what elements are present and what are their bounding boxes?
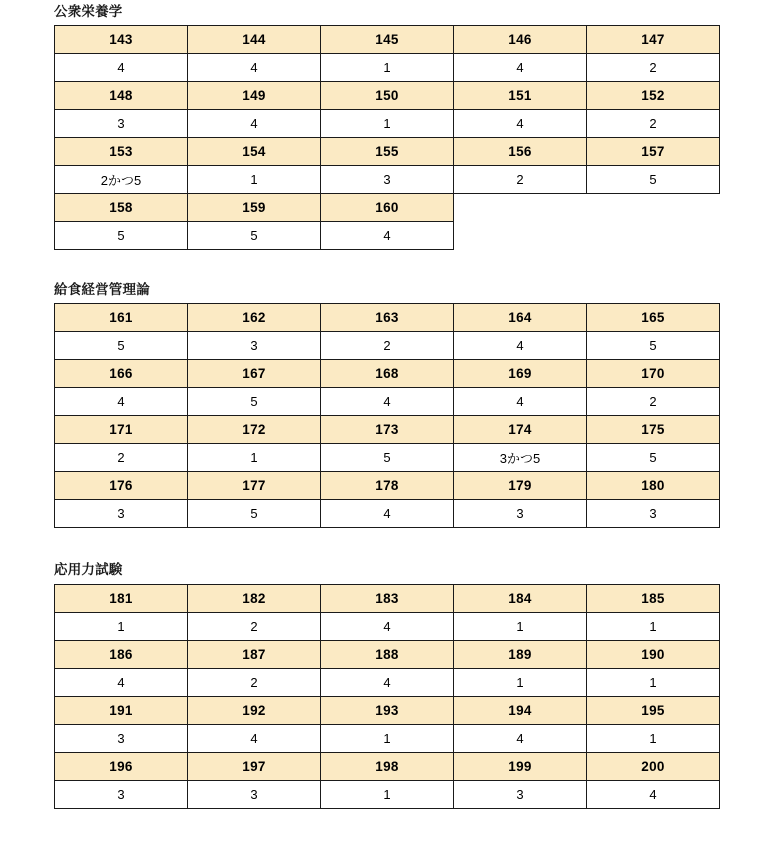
question-number-cell: 165: [587, 304, 720, 332]
answer-row: [55, 612, 720, 640]
question-number-cell: 145: [321, 26, 454, 54]
question-number-cell: 189: [454, 640, 587, 668]
answer-row: [55, 388, 720, 416]
question-number-cell: 191: [55, 696, 188, 724]
answer-key-table: [54, 303, 720, 528]
question-number-cell: 182: [188, 584, 321, 612]
answer-cell: 3: [587, 500, 720, 528]
question-number-cell: 150: [321, 82, 454, 110]
answer-cell: 3: [454, 780, 587, 808]
answer-row: [55, 780, 720, 808]
answer-cell: 3かつ5: [454, 444, 587, 472]
answer-cell: 4: [321, 222, 454, 250]
empty-cell: [587, 222, 720, 250]
answer-cell: 5: [587, 332, 720, 360]
answer-cell: 3: [55, 724, 188, 752]
answer-key-table: [54, 584, 720, 809]
answer-cell: 1: [321, 780, 454, 808]
question-number-cell: 186: [55, 640, 188, 668]
answer-cell: 1: [454, 612, 587, 640]
answer-cell: 2: [454, 166, 587, 194]
answer-cell: 4: [454, 54, 587, 82]
section-title: 応用力試験: [54, 562, 123, 578]
answer-cell: 4: [587, 780, 720, 808]
question-number-cell: 173: [321, 416, 454, 444]
answer-cell: 1: [188, 444, 321, 472]
answer-row: [55, 332, 720, 360]
empty-cell: [454, 194, 587, 222]
question-number-cell: 159: [188, 194, 321, 222]
question-number-cell: 154: [188, 138, 321, 166]
answer-cell: 5: [321, 444, 454, 472]
sections-container: [0, 4, 760, 809]
answer-cell: 1: [321, 724, 454, 752]
question-number-cell: 144: [188, 26, 321, 54]
question-number-cell: 164: [454, 304, 587, 332]
question-number-cell: 185: [587, 584, 720, 612]
answer-cell: 2: [55, 444, 188, 472]
question-number-cell: 167: [188, 360, 321, 388]
answer-cell: 2: [587, 388, 720, 416]
answer-row: [55, 724, 720, 752]
question-number-cell: 176: [55, 472, 188, 500]
answer-cell: 5: [55, 222, 188, 250]
answer-key-table: [54, 25, 720, 250]
answer-cell: 1: [587, 612, 720, 640]
answer-cell: 3: [454, 500, 587, 528]
answer-cell: 2: [188, 668, 321, 696]
question-number-cell: 195: [587, 696, 720, 724]
question-number-row: [55, 360, 720, 388]
question-number-cell: 190: [587, 640, 720, 668]
question-number-cell: 199: [454, 752, 587, 780]
question-number-cell: 180: [587, 472, 720, 500]
question-number-cell: 143: [55, 26, 188, 54]
question-number-cell: 174: [454, 416, 587, 444]
answer-cell: 3: [188, 780, 321, 808]
question-number-cell: 147: [587, 26, 720, 54]
question-number-cell: 178: [321, 472, 454, 500]
answer-row: [55, 222, 720, 250]
answer-cell: 2: [587, 54, 720, 82]
question-number-cell: 172: [188, 416, 321, 444]
question-number-cell: 166: [55, 360, 188, 388]
question-number-cell: 151: [454, 82, 587, 110]
question-number-row: [55, 304, 720, 332]
answer-cell: 4: [55, 388, 188, 416]
answer-cell: 5: [188, 222, 321, 250]
answer-row: [55, 166, 720, 194]
question-number-cell: 158: [55, 194, 188, 222]
answer-cell: 4: [454, 388, 587, 416]
question-number-cell: 193: [321, 696, 454, 724]
question-number-row: [55, 138, 720, 166]
question-number-cell: 169: [454, 360, 587, 388]
question-number-cell: 198: [321, 752, 454, 780]
section-gap: [0, 528, 760, 562]
empty-cell: [587, 194, 720, 222]
question-number-cell: 149: [188, 82, 321, 110]
answer-cell: 4: [454, 110, 587, 138]
answer-cell: 5: [587, 166, 720, 194]
question-number-cell: 160: [321, 194, 454, 222]
question-number-cell: 177: [188, 472, 321, 500]
question-number-cell: 152: [587, 82, 720, 110]
answer-cell: 3: [55, 110, 188, 138]
question-number-row: [55, 416, 720, 444]
question-number-row: [55, 584, 720, 612]
question-number-cell: 155: [321, 138, 454, 166]
answer-row: [55, 54, 720, 82]
question-number-cell: 181: [55, 584, 188, 612]
question-number-row: [55, 82, 720, 110]
answer-cell: 1: [321, 110, 454, 138]
answer-cell: 4: [55, 668, 188, 696]
answer-cell: 4: [321, 612, 454, 640]
answer-cell: 4: [55, 54, 188, 82]
question-number-row: [55, 696, 720, 724]
answer-cell: 1: [587, 724, 720, 752]
answer-cell: 4: [188, 724, 321, 752]
answer-cell: 1: [55, 612, 188, 640]
answer-row: [55, 110, 720, 138]
answer-cell: 4: [454, 724, 587, 752]
answer-cell: 2: [321, 332, 454, 360]
answer-cell: 3: [55, 780, 188, 808]
question-number-cell: 171: [55, 416, 188, 444]
question-number-row: [55, 472, 720, 500]
question-number-cell: 148: [55, 82, 188, 110]
answer-cell: 5: [587, 444, 720, 472]
question-number-cell: 170: [587, 360, 720, 388]
answer-row: [55, 668, 720, 696]
question-number-row: [55, 26, 720, 54]
answer-cell: 2: [188, 612, 321, 640]
answer-cell: 3: [321, 166, 454, 194]
answer-row: [55, 444, 720, 472]
question-number-cell: 196: [55, 752, 188, 780]
question-number-row: [55, 752, 720, 780]
answer-cell: 2: [587, 110, 720, 138]
question-number-cell: 163: [321, 304, 454, 332]
question-number-cell: 156: [454, 138, 587, 166]
empty-cell: [454, 222, 587, 250]
question-number-row: [55, 640, 720, 668]
answer-cell: 5: [188, 388, 321, 416]
answer-cell: 1: [454, 668, 587, 696]
answer-cell: 4: [188, 110, 321, 138]
answer-cell: 5: [188, 500, 321, 528]
question-number-cell: 161: [55, 304, 188, 332]
subject-section: [0, 562, 760, 808]
question-number-cell: 179: [454, 472, 587, 500]
question-number-cell: 194: [454, 696, 587, 724]
question-number-cell: 188: [321, 640, 454, 668]
answer-cell: 1: [587, 668, 720, 696]
answer-cell: 1: [321, 54, 454, 82]
question-number-cell: 183: [321, 584, 454, 612]
section-gap: [0, 250, 760, 282]
section-title: 給食経営管理論: [54, 282, 150, 298]
answer-cell: 5: [55, 332, 188, 360]
question-number-cell: 200: [587, 752, 720, 780]
question-number-cell: 197: [188, 752, 321, 780]
answer-cell: 3: [188, 332, 321, 360]
answer-cell: 2かつ5: [55, 166, 188, 194]
question-number-cell: 187: [188, 640, 321, 668]
question-number-row: [55, 194, 720, 222]
answer-cell: 4: [321, 668, 454, 696]
answer-cell: 3: [55, 500, 188, 528]
answer-cell: 4: [321, 500, 454, 528]
answer-cell: 4: [188, 54, 321, 82]
subject-section: [0, 282, 760, 528]
answer-row: [55, 500, 720, 528]
question-number-cell: 153: [55, 138, 188, 166]
question-number-cell: 184: [454, 584, 587, 612]
question-number-cell: 157: [587, 138, 720, 166]
question-number-cell: 162: [188, 304, 321, 332]
answer-cell: 1: [188, 166, 321, 194]
answer-cell: 4: [321, 388, 454, 416]
question-number-cell: 146: [454, 26, 587, 54]
answer-cell: 4: [454, 332, 587, 360]
question-number-cell: 192: [188, 696, 321, 724]
question-number-cell: 168: [321, 360, 454, 388]
subject-section: [0, 4, 760, 250]
question-number-cell: 175: [587, 416, 720, 444]
section-title: 公衆栄養学: [54, 4, 123, 19]
